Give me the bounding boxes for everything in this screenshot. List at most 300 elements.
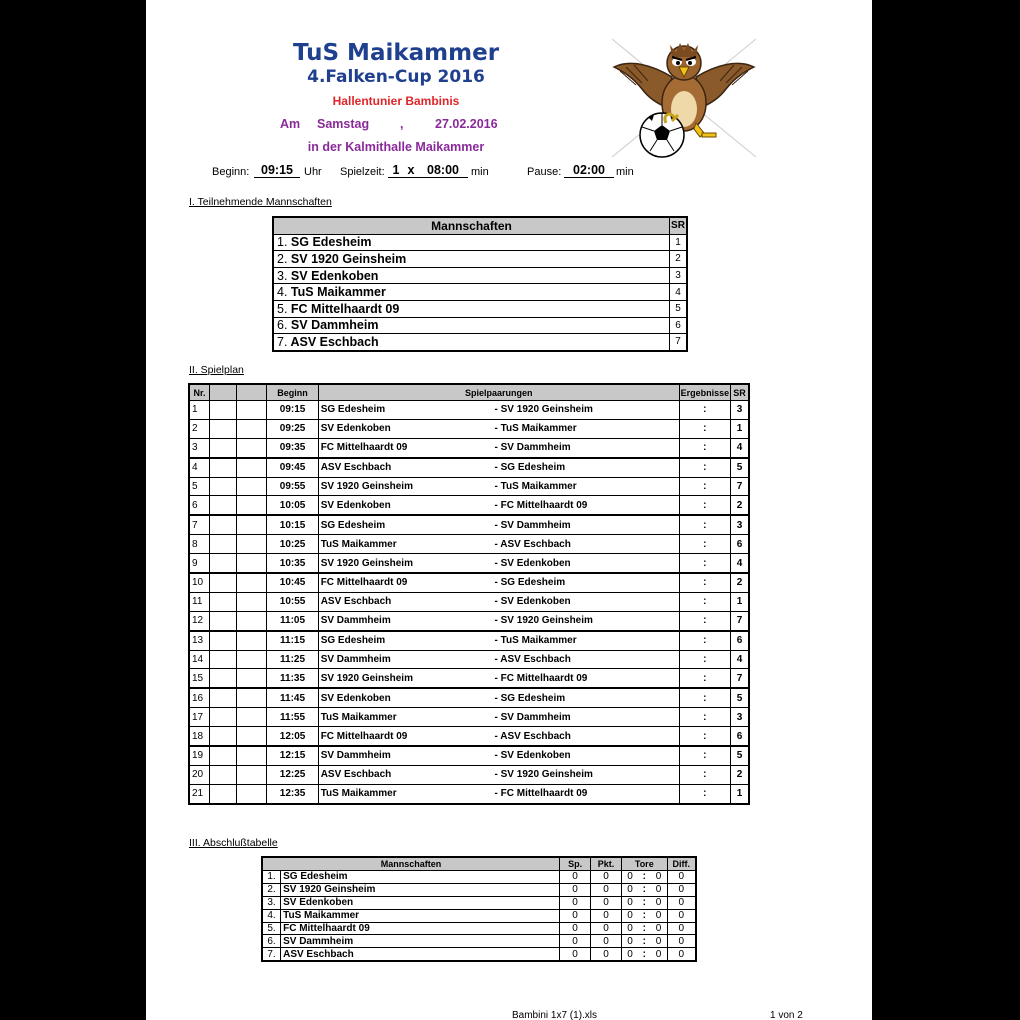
standings-goals-against: 0 [650,948,667,961]
match-number: 20 [189,765,210,784]
match-blank-1 [210,515,237,534]
match-away-team: - SG Edesheim [493,688,680,707]
standings-goals-for: 0 [622,871,639,884]
standings-goals-against: 0 [650,871,667,884]
standings-goals-sep: : [638,909,650,922]
match-row [189,401,749,420]
day-name: Samstag [317,117,370,131]
match-home-team: SG Edesheim [318,631,492,650]
team-name: SV Edenkoben [290,268,379,283]
standings-rank: 2. [262,883,281,896]
schedule-results-header: Ergebnisse [679,384,730,401]
standings-games: 0 [560,948,591,961]
match-result: : [679,765,730,784]
standings-games: 0 [560,922,591,935]
match-away-team: - SV Edenkoben [493,554,680,573]
match-row [189,611,749,630]
team-row [273,334,687,351]
team-sr: 7 [670,334,688,351]
match-time: 10:35 [267,554,318,573]
match-number: 4 [189,458,210,477]
match-number: 6 [189,496,210,515]
team-sr: 5 [670,300,688,317]
event-name: Hallentunier Bambinis [332,94,460,108]
final-goals-header: Tore [622,857,667,871]
match-sr: 3 [730,401,749,420]
schedule-nr-header: Nr. [189,384,210,401]
standings-diff: 0 [667,909,696,922]
section-schedule-heading: II. Spielplan [189,364,244,376]
match-row [189,419,749,438]
final-diff-header: Diff. [667,857,696,871]
match-time: 12:15 [267,746,318,765]
match-time: 11:45 [267,688,318,707]
team-row [273,317,687,334]
match-number: 19 [189,746,210,765]
standings-rank: 7. [262,948,281,961]
match-blank-1 [210,458,237,477]
match-result: : [679,419,730,438]
team-number: 1. [277,235,288,250]
match-number: 8 [189,535,210,554]
match-blank-2 [236,708,267,727]
schedule-begin-header: Beginn [267,384,318,401]
match-blank-2 [236,765,267,784]
match-time: 10:25 [267,535,318,554]
match-away-team: - SV Edenkoben [493,592,680,611]
document-page [146,0,872,1020]
match-blank-2 [236,573,267,592]
match-home-team: TuS Maikammer [318,708,492,727]
standings-goals-sep: : [638,896,650,909]
match-away-team: - FC Mittelhaardt 09 [493,669,680,688]
team-number: 6. [277,318,288,333]
match-blank-1 [210,477,237,496]
match-blank-1 [210,688,237,707]
match-blank-2 [236,688,267,707]
match-number: 9 [189,554,210,573]
match-number: 16 [189,688,210,707]
match-result: : [679,496,730,515]
match-result: : [679,650,730,669]
match-number: 18 [189,727,210,746]
match-time: 09:15 [267,401,318,420]
pause-unit: min [616,166,634,178]
match-sr: 3 [730,515,749,534]
schedule-table [188,383,750,805]
match-sr: 1 [730,592,749,611]
team-name: TuS Maikammer [290,285,386,300]
pause-value: 02:00 [564,163,614,178]
standings-row [262,922,696,935]
match-blank-2 [236,784,267,803]
standings-team: SG Edesheim [281,871,560,884]
schedule-blank-header-1 [210,384,237,401]
standings-goals-against: 0 [650,896,667,909]
playtime-unit: min [471,166,489,178]
match-blank-1 [210,611,237,630]
match-result: : [679,746,730,765]
standings-rank: 5. [262,922,281,935]
team-number: 4. [277,285,288,300]
match-blank-2 [236,611,267,630]
match-blank-2 [236,535,267,554]
footer-filename: Bambini 1x7 (1).xls [512,1010,598,1020]
footer-page-number: 1 von 2 [770,1010,803,1020]
match-time: 11:35 [267,669,318,688]
team-sr: 4 [670,284,688,301]
standings-goals-against: 0 [650,935,667,948]
match-row [189,631,749,650]
match-row [189,708,749,727]
match-row [189,554,749,573]
match-time: 11:55 [267,708,318,727]
match-sr: 4 [730,650,749,669]
section-teams-heading: I. Teilnehmende Mannschaften [189,196,332,208]
match-blank-2 [236,669,267,688]
team-cell [273,300,670,317]
match-blank-1 [210,708,237,727]
final-games-header: Sp. [560,857,591,871]
final-table [261,856,697,962]
match-sr: 6 [730,535,749,554]
match-time: 09:25 [267,419,318,438]
match-time: 12:35 [267,784,318,803]
standings-diff: 0 [667,883,696,896]
match-sr: 5 [730,458,749,477]
team-name: SV Dammheim [290,318,379,333]
standings-points: 0 [591,909,622,922]
match-blank-1 [210,419,237,438]
match-away-team: - SV 1920 Geinsheim [493,765,680,784]
match-row [189,458,749,477]
match-blank-2 [236,419,267,438]
match-sr: 2 [730,573,749,592]
match-time: 10:05 [267,496,318,515]
schedule-pairings-header: Spielpaarungen [318,384,679,401]
match-blank-1 [210,650,237,669]
standings-row [262,883,696,896]
match-row [189,727,749,746]
match-time: 11:15 [267,631,318,650]
standings-diff: 0 [667,948,696,961]
team-sr: 3 [670,267,688,284]
match-away-team: - ASV Eschbach [493,727,680,746]
standings-points: 0 [591,948,622,961]
match-sr: 3 [730,708,749,727]
standings-team: TuS Maikammer [281,909,560,922]
match-row [189,784,749,803]
match-row [189,650,749,669]
match-home-team: TuS Maikammer [318,784,492,803]
team-row [273,267,687,284]
match-result: : [679,477,730,496]
standings-games: 0 [560,871,591,884]
match-row [189,746,749,765]
schedule-sr-header: SR [730,384,749,401]
match-blank-1 [210,573,237,592]
match-blank-1 [210,535,237,554]
match-blank-1 [210,592,237,611]
match-blank-1 [210,727,237,746]
match-home-team: SV 1920 Geinsheim [318,669,492,688]
match-result: : [679,535,730,554]
standings-goals-sep: : [638,935,650,948]
match-away-team: - FC Mittelhaardt 09 [493,496,680,515]
standings-goals-for: 0 [622,883,639,896]
match-blank-1 [210,496,237,515]
day-prefix: Am [280,117,301,131]
team-cell [273,251,670,268]
begin-value: 09:15 [254,163,300,178]
match-blank-2 [236,650,267,669]
match-row [189,477,749,496]
standings-goals-sep: : [638,948,650,961]
match-blank-2 [236,438,267,457]
standings-points: 0 [591,935,622,948]
standings-row [262,948,696,961]
begin-label: Beginn: [212,166,250,178]
playtime-x: x [404,163,418,178]
match-number: 1 [189,401,210,420]
team-name: SG Edesheim [290,235,372,250]
match-away-team: - SV 1920 Geinsheim [493,611,680,630]
match-home-team: TuS Maikammer [318,535,492,554]
match-result: : [679,458,730,477]
standings-goals-for: 0 [622,935,639,948]
match-number: 2 [189,419,210,438]
match-sr: 7 [730,669,749,688]
match-sr: 4 [730,438,749,457]
match-home-team: SV 1920 Geinsheim [318,554,492,573]
match-result: : [679,438,730,457]
standings-goals-sep: : [638,883,650,896]
match-row [189,669,749,688]
match-row [189,688,749,707]
standings-points: 0 [591,922,622,935]
standings-goals-sep: : [638,871,650,884]
event-date: 27.02.2016 [435,117,498,131]
team-sr: 1 [670,234,688,251]
team-number: 2. [277,251,288,266]
standings-team: SV 1920 Geinsheim [281,883,560,896]
standings-games: 0 [560,935,591,948]
team-row [273,300,687,317]
standings-goals-against: 0 [650,909,667,922]
standings-team: ASV Eschbach [281,948,560,961]
teams-table [272,216,688,352]
match-row [189,535,749,554]
falcon-mascot-logo [612,37,756,159]
match-blank-2 [236,727,267,746]
match-home-team: SG Edesheim [318,515,492,534]
match-number: 21 [189,784,210,803]
begin-unit: Uhr [304,166,322,178]
match-away-team: - ASV Eschbach [493,650,680,669]
match-result: : [679,592,730,611]
standings-row [262,871,696,884]
standings-diff: 0 [667,935,696,948]
match-row [189,496,749,515]
match-away-team: - SV Dammheim [493,515,680,534]
standings-row [262,896,696,909]
standings-games: 0 [560,909,591,922]
match-away-team: - SV Edenkoben [493,746,680,765]
match-away-team: - SG Edesheim [493,458,680,477]
teams-header: Mannschaften [273,217,670,234]
match-result: : [679,515,730,534]
match-time: 10:45 [267,573,318,592]
match-time: 10:15 [267,515,318,534]
match-time: 11:25 [267,650,318,669]
match-away-team: - TuS Maikammer [493,631,680,650]
match-time: 11:05 [267,611,318,630]
match-away-team: - TuS Maikammer [493,477,680,496]
match-away-team: - SG Edesheim [493,573,680,592]
standings-row [262,935,696,948]
match-blank-2 [236,746,267,765]
standings-goals-for: 0 [622,922,639,935]
match-blank-1 [210,438,237,457]
pause-label: Pause: [527,166,562,178]
match-home-team: SV Dammheim [318,746,492,765]
match-time: 09:55 [267,477,318,496]
match-blank-1 [210,401,237,420]
team-cell [273,234,670,251]
match-sr: 2 [730,496,749,515]
team-name: SV 1920 Geinsheim [290,251,407,266]
match-time: 10:55 [267,592,318,611]
standings-goals-for: 0 [622,896,639,909]
match-blank-1 [210,784,237,803]
match-home-team: SV Dammheim [318,650,492,669]
match-sr: 6 [730,631,749,650]
match-result: : [679,688,730,707]
team-name: FC Mittelhaardt 09 [290,301,400,316]
match-blank-2 [236,496,267,515]
team-number: 3. [277,268,288,283]
event-location: in der Kalmithalle Maikammer [307,140,485,154]
match-number: 15 [189,669,210,688]
team-cell [273,317,670,334]
match-result: : [679,554,730,573]
match-home-team: SV Dammheim [318,611,492,630]
schedule-blank-header-2 [236,384,267,401]
match-result: : [679,784,730,803]
match-sr: 1 [730,419,749,438]
match-home-team: FC Mittelhaardt 09 [318,573,492,592]
standings-rank: 1. [262,871,281,884]
date-comma: , [400,117,404,131]
standings-team: SV Edenkoben [281,896,560,909]
match-row [189,592,749,611]
sr-header: SR [670,217,688,234]
match-sr: 5 [730,746,749,765]
page-title: TuS Maikammer [292,40,500,66]
match-blank-1 [210,669,237,688]
team-name: ASV Eschbach [290,334,379,349]
match-row [189,438,749,457]
match-away-team: - FC Mittelhaardt 09 [493,784,680,803]
match-blank-1 [210,554,237,573]
match-home-team: ASV Eschbach [318,765,492,784]
match-result: : [679,631,730,650]
standings-team: FC Mittelhaardt 09 [281,922,560,935]
match-home-team: SV 1920 Geinsheim [318,477,492,496]
team-cell [273,334,670,351]
standings-goals-against: 0 [650,883,667,896]
team-cell [273,267,670,284]
team-number: 7. [277,334,288,349]
match-sr: 1 [730,784,749,803]
standings-rank: 3. [262,896,281,909]
match-number: 12 [189,611,210,630]
cup-title: 4.Falken-Cup 2016 [307,67,485,87]
match-home-team: SV Edenkoben [318,496,492,515]
standings-rank: 4. [262,909,281,922]
match-number: 14 [189,650,210,669]
match-blank-2 [236,477,267,496]
match-sr: 6 [730,727,749,746]
match-result: : [679,727,730,746]
team-row [273,251,687,268]
match-blank-1 [210,765,237,784]
match-blank-2 [236,458,267,477]
match-result: : [679,708,730,727]
standings-games: 0 [560,883,591,896]
standings-points: 0 [591,871,622,884]
match-sr: 4 [730,554,749,573]
match-home-team: FC Mittelhaardt 09 [318,727,492,746]
match-home-team: FC Mittelhaardt 09 [318,438,492,457]
match-away-team: - SV 1920 Geinsheim [493,401,680,420]
team-sr: 6 [670,317,688,334]
match-away-team: - SV Dammheim [493,438,680,457]
match-away-team: - SV Dammheim [493,708,680,727]
match-result: : [679,669,730,688]
match-result: : [679,401,730,420]
final-points-header: Pkt. [591,857,622,871]
match-home-team: SV Edenkoben [318,688,492,707]
standings-rank: 6. [262,935,281,948]
match-home-team: SG Edesheim [318,401,492,420]
match-number: 5 [189,477,210,496]
match-number: 17 [189,708,210,727]
match-home-team: ASV Eschbach [318,592,492,611]
match-blank-2 [236,592,267,611]
match-sr: 7 [730,477,749,496]
standings-diff: 0 [667,896,696,909]
team-row [273,284,687,301]
match-blank-1 [210,631,237,650]
final-team-header: Mannschaften [262,857,560,871]
playtime-value: 08:00 [418,163,468,178]
section-final-heading: III. Abschlußtabelle [189,837,278,849]
standings-games: 0 [560,896,591,909]
standings-diff: 0 [667,871,696,884]
team-cell [273,284,670,301]
match-row [189,515,749,534]
standings-points: 0 [591,896,622,909]
match-sr: 2 [730,765,749,784]
playtime-count: 1 [388,163,404,178]
standings-goals-against: 0 [650,922,667,935]
match-away-team: - ASV Eschbach [493,535,680,554]
match-number: 7 [189,515,210,534]
playtime-label: Spielzeit: [340,166,385,178]
match-result: : [679,611,730,630]
match-blank-1 [210,746,237,765]
